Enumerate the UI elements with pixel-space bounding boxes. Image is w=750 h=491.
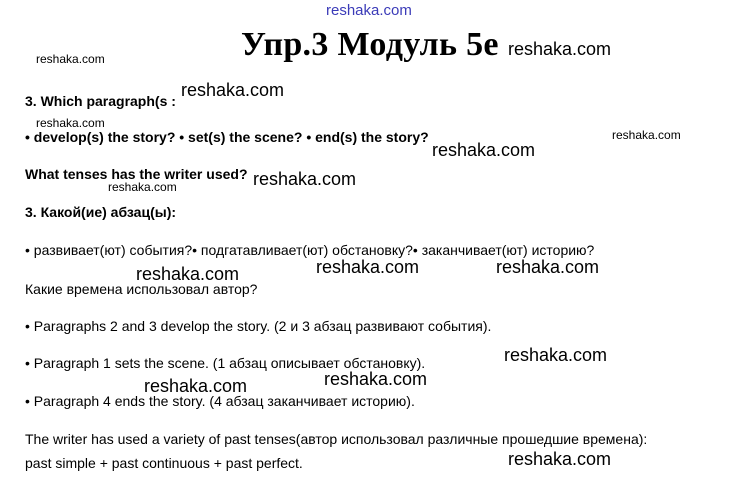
watermark: reshaka.com [508, 449, 612, 469]
watermark: reshaka.com [253, 169, 357, 189]
watermark: reshaka.com [612, 128, 681, 142]
question-tenses: What tenses has the writer used? [25, 166, 248, 182]
watermark: reshaka.com [136, 264, 240, 284]
answer-end: • Paragraph 4 ends the story. (4 абзац заканчивает историю). [25, 393, 415, 409]
watermark: reshaka.com [316, 257, 420, 277]
question-list: • develop(s) the story? • set(s) the scene? • end(s) the story? [25, 129, 429, 145]
watermark: reshaka.com [432, 140, 536, 160]
page-title: Упр.3 Модуль 5e [241, 26, 499, 63]
question-ru-list: • развивает(ют) события?• подгатавливает(ют) обстановку?• заканчивает(ют) историю? [25, 242, 595, 258]
watermark: reshaka.com [181, 80, 285, 100]
answer-tenses-line-2: past simple + past continuous + past perfect. [25, 455, 303, 471]
question-which-paragraph: 3. Which paragraph(s : [25, 93, 176, 109]
answer-tenses-line-1: The writer has used a variety of past tenses(автор использовал различные прошедшие времена): [25, 431, 648, 447]
watermark: reshaka.com [324, 369, 428, 389]
watermark: reshaka.com [508, 39, 612, 59]
question-ru-tenses: Какие времена использовал автор? [25, 281, 258, 297]
question-ru-which: 3. Какой(ие) абзац(ы): [25, 204, 177, 220]
watermark: reshaka.com [504, 345, 608, 365]
answer-develop: • Paragraphs 2 and 3 develop the story. (2 и 3 абзац развивают события). [25, 318, 492, 334]
watermark: reshaka.com [108, 180, 177, 194]
watermark: reshaka.com [496, 257, 600, 277]
answer-scene: • Paragraph 1 sets the scene. (1 абзац описывает обстановку). [25, 355, 426, 371]
watermark: reshaka.com [36, 116, 105, 130]
watermark: reshaka.com [36, 52, 105, 66]
watermark: reshaka.com [144, 376, 248, 396]
top-watermark: reshaka.com [326, 2, 412, 19]
